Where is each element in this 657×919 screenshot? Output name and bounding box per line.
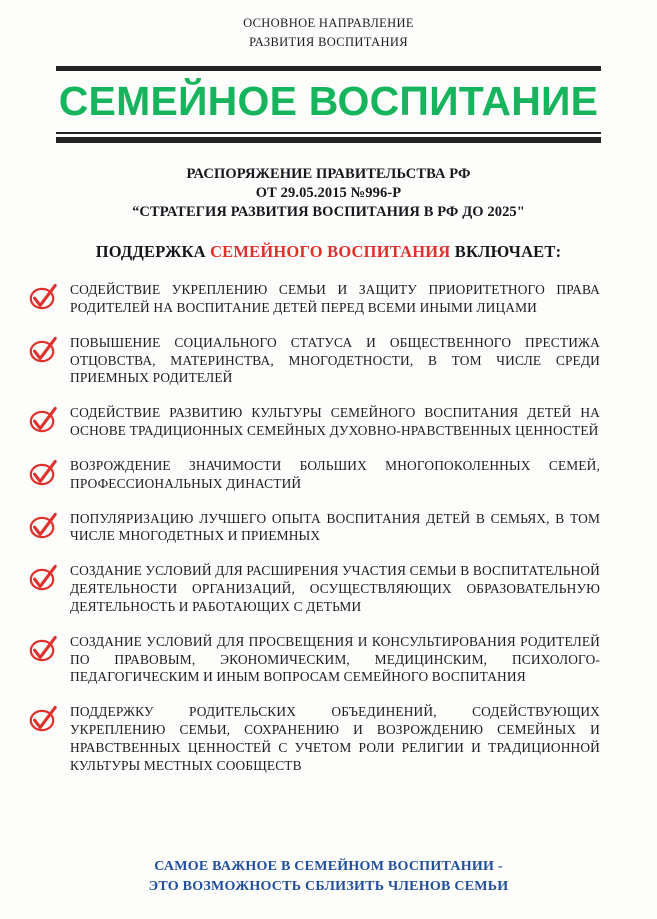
decree-reference — [0, 165, 657, 222]
list-bullet — [28, 334, 70, 365]
red-check-circle-icon — [28, 634, 58, 664]
list-item — [28, 510, 600, 546]
red-check-circle-icon — [28, 335, 58, 365]
list-bullet — [28, 404, 70, 435]
list-item — [28, 703, 600, 774]
list-item-text: ПОПУЛЯРИЗАЦИЮ ЛУЧШЕГО ОПЫТА ВОСПИТАНИЯ ДЕТЕЙ В СЕМЬЯХ, В ТОМ ЧИСЛЕ МНОГОДЕТНЫХ И ПРИЕМНЫХ — [70, 510, 600, 544]
title-banner — [56, 66, 601, 143]
banner-rule-bottom-thick — [56, 137, 601, 143]
footer-line-1: САМОЕ ВАЖНОЕ В СЕМЕЙНОМ ВОСПИТАНИИ - — [154, 859, 503, 875]
list-item — [28, 281, 600, 317]
list-item-text: ВОЗРОЖДЕНИЕ ЗНАЧИМОСТИ БОЛЬШИХ МНОГОПОКОЛЕННЫХ СЕМЕЙ, ПРОФЕССИОНАЛЬНЫХ ДИНАСТИЙ — [70, 457, 600, 491]
decree-line-1: РАСПОРЯЖЕНИЕ ПРАВИТЕЛЬСТВА РФ — [186, 165, 471, 182]
decree-line-3: “СТРАТЕГИЯ РАЗВИТИЯ ВОСПИТАНИЯ В РФ ДО 2025" — [132, 204, 525, 221]
footer-message — [0, 857, 657, 897]
list-bullet — [28, 562, 70, 593]
list-bullet — [28, 633, 70, 664]
includes-heading — [0, 242, 657, 262]
includes-suffix: ВКЛЮЧАЕТ: — [450, 242, 562, 262]
includes-accent: СЕМЕЙНОГО ВОСПИТАНИЯ — [210, 242, 451, 262]
list-item — [28, 562, 600, 615]
list-item-text: СОЗДАНИЕ УСЛОВИЙ ДЛЯ ПРОСВЕЩЕНИЯ И КОНСУЛЬТИРОВАНИЯ РОДИТЕЛЕЙ ПО ПРАВОВЫМ, ЭКОНОМИЧЕСКИМ, МЕДИЦИНСКИМ, ПСИХОЛОГО-ПЕДАГОГИЧЕСКИМ И ИНЫМ ВОПРОСАМ СЕМЕЙНОГО ВОСПИТАНИЯ — [70, 633, 600, 685]
list-item-text: СОЗДАНИЕ УСЛОВИЙ ДЛЯ РАСШИРЕНИЯ УЧАСТИЯ СЕМЬИ В ВОСПИТАТЕЛЬНОЙ ДЕЯТЕЛЬНОСТИ ОРГАНИЗАЦИЙ, ОСУЩЕСТВЛЯЮЩИХ ОБРАЗОВАТЕЛЬНУЮ ДЕЯТЕЛЬНОСТЬ И РАБОТАЮЩИХ С ДЕТЬМИ — [70, 563, 600, 614]
includes-prefix: ПОДДЕРЖКА — [95, 242, 211, 262]
list-item-text: ПОВЫШЕНИЕ СОЦИАЛЬНОГО СТАТУСА И ОБЩЕСТВЕННОГО ПРЕСТИЖА ОТЦОВСТВА, МАТЕРИНСТВА, МНОГОДЕТНОСТИ, В ТОМ ЧИСЛЕ СРЕДИ ПРИЕМНЫХ РОДИТЕЛЕЙ — [70, 334, 600, 386]
list-item-text: СОДЕЙСТВИЕ РАЗВИТИЮ КУЛЬТУРЫ СЕМЕЙНОГО ВОСПИТАНИЯ ДЕТЕЙ НА ОСНОВЕ ТРАДИЦИОННЫХ СЕМЕЙНЫХ ДУХОВНО-НРАВСТВЕННЫХ ЦЕННОСТЕЙ — [70, 405, 600, 439]
footer-line-2: ЭТО ВОЗМОЖНОСТЬ СБЛИЗИТЬ ЧЛЕНОВ СЕМЬИ — [148, 879, 509, 895]
list-bullet — [28, 281, 70, 312]
list-item — [28, 633, 600, 686]
list-item — [28, 457, 600, 493]
list-item-text: ПОДДЕРЖКУ РОДИТЕЛЬСКИХ ОБЪЕДИНЕНИЙ, СОДЕЙСТВУЮЩИХ УКРЕПЛЕНИЮ СЕМЬИ, СОХРАНЕНИЮ И ВОЗРОЖДЕНИЮ СЕМЕЙНЫХ И НРАВСТВЕННЫХ ЦЕННОСТЕЙ С УЧЕТОМ РОЛИ РЕЛИГИИ И ТРАДИЦИОННОЙ КУЛЬТУРЫ МЕСТНЫХ СООБЩЕСТВ — [70, 704, 600, 773]
red-check-circle-icon — [28, 282, 58, 312]
page-title: СЕМЕЙНОЕ ВОСПИТАНИЕ — [58, 77, 599, 124]
red-check-circle-icon — [28, 704, 58, 734]
eyebrow-line-1: ОСНОВНОЕ НАПРАВЛЕНИЕ — [243, 16, 414, 30]
list-item-text: СОДЕЙСТВИЕ УКРЕПЛЕНИЮ СЕМЬИ И ЗАЩИТУ ПРИОРИТЕТНОГО ПРАВА РОДИТЕЛЕЙ НА ВОСПИТАНИЕ ДЕТЕЙ ПЕРЕД ВСЕМИ ИНЫМИ ЛИЦАМИ — [70, 282, 600, 315]
list-bullet — [28, 510, 70, 541]
red-check-circle-icon — [28, 458, 58, 488]
eyebrow-line-2: РАЗВИТИЯ ВОСПИТАНИЯ — [249, 35, 408, 50]
decree-line-2: ОТ 29.05.2015 №996-Р — [255, 184, 402, 201]
red-check-circle-icon — [28, 563, 58, 593]
red-check-circle-icon — [28, 405, 58, 435]
list-bullet — [28, 457, 70, 488]
eyebrow-heading — [0, 0, 657, 53]
list-item — [28, 404, 600, 440]
support-measures-list — [0, 281, 657, 774]
red-check-circle-icon — [28, 511, 58, 541]
list-bullet — [28, 703, 70, 734]
list-item — [28, 334, 600, 387]
